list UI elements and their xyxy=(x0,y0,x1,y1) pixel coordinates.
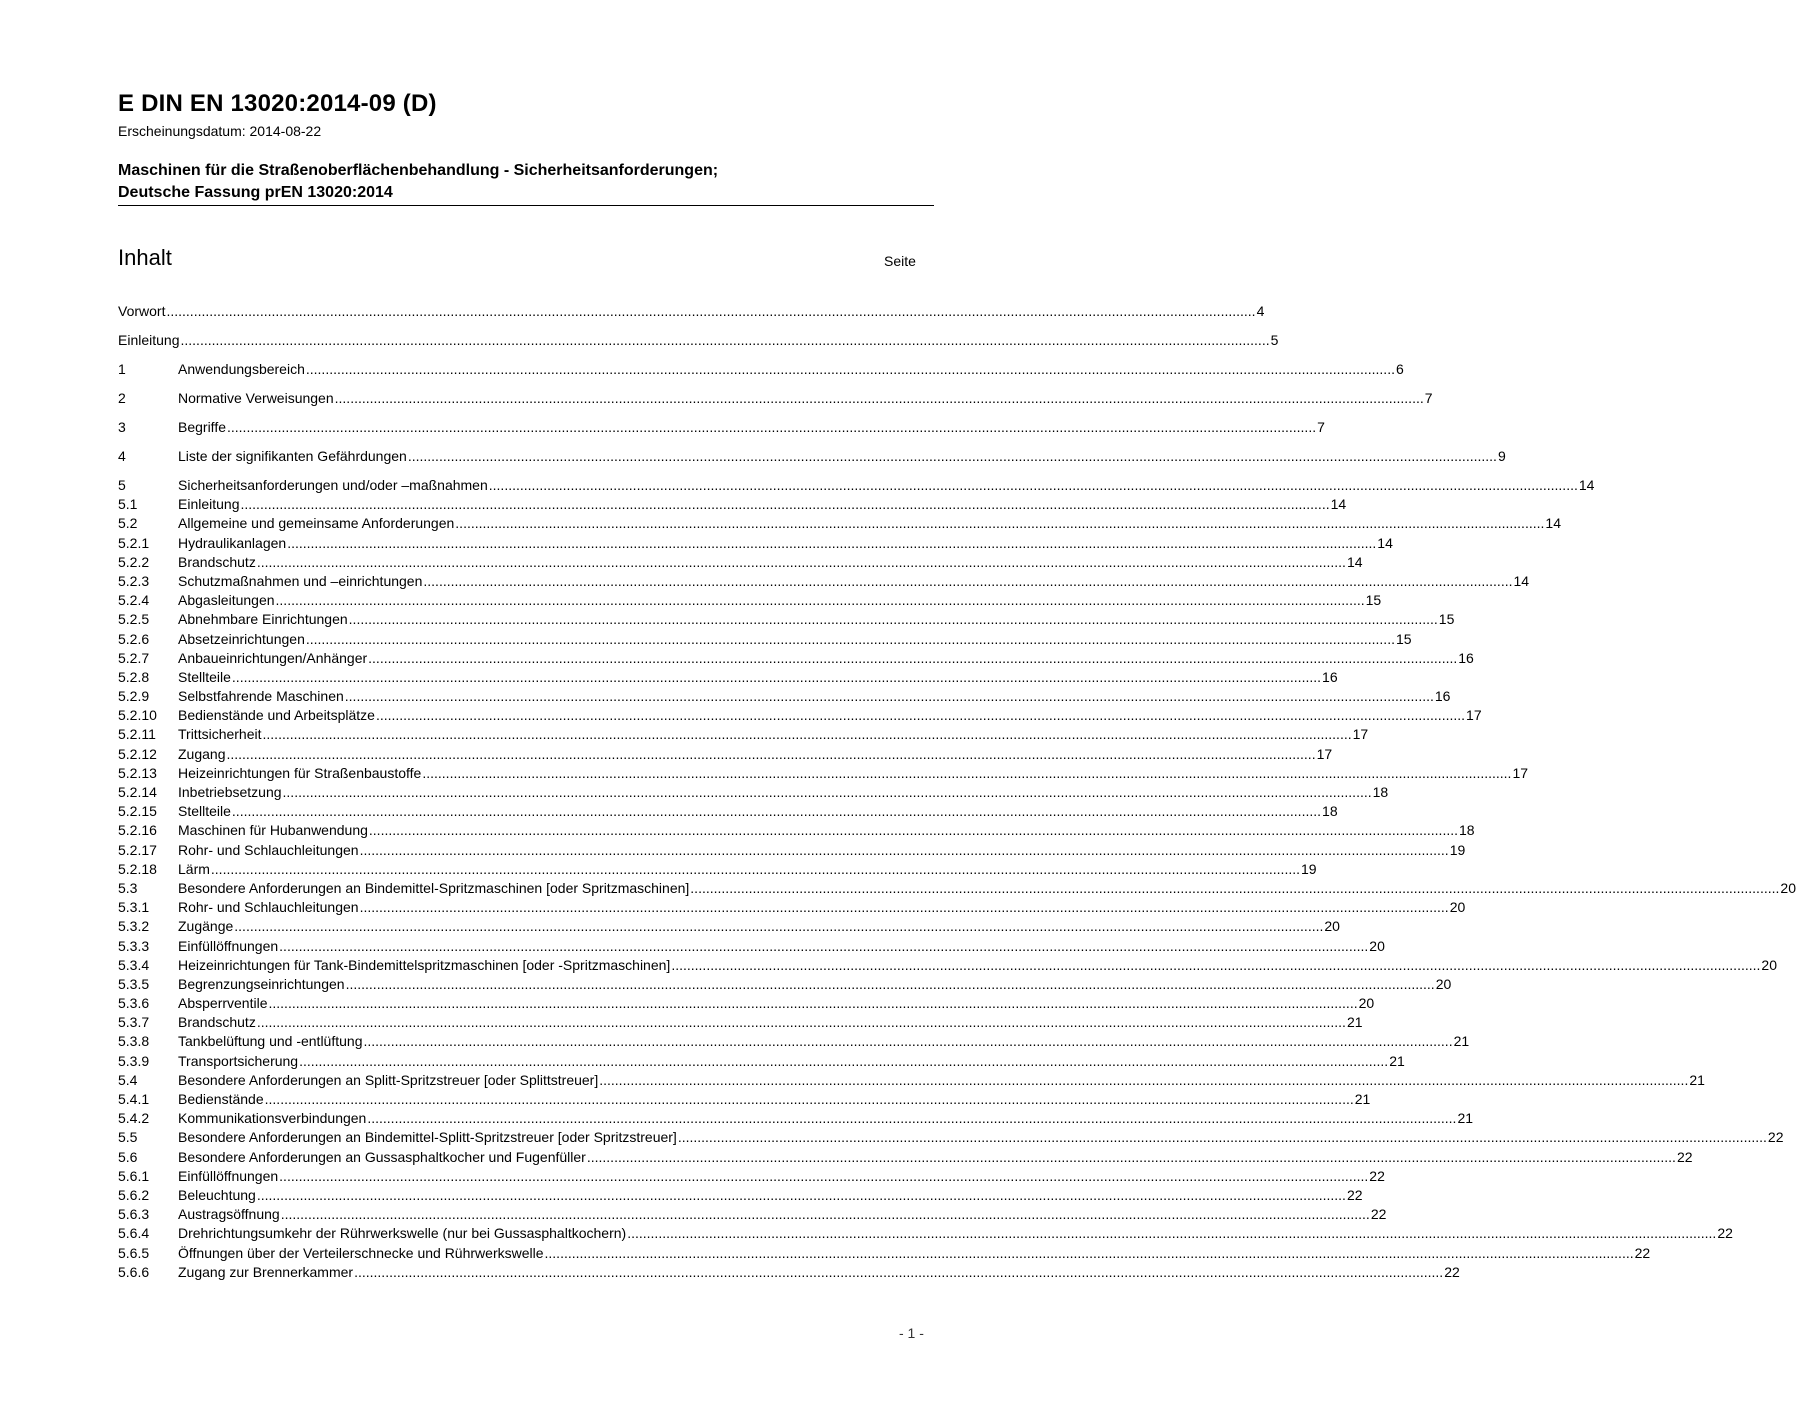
toc-entry-title: Allgemeine und gemeinsame Anforderungen xyxy=(178,515,455,532)
toc-entry-title: Selbstfahrende Maschinen xyxy=(178,688,344,705)
toc-entry-page: 16 xyxy=(1434,688,1451,705)
toc-entry-page: 21 xyxy=(1689,1071,1705,1088)
toc-entry-number: 5.2.16 xyxy=(118,822,157,839)
toc-entry-number: 3 xyxy=(118,419,126,435)
toc-dot-leader xyxy=(368,649,1457,668)
toc-dot-leader xyxy=(545,1244,1634,1263)
toc-entry-number: 5.3.7 xyxy=(118,1014,150,1031)
toc-entry-number: 5.2.6 xyxy=(118,630,150,647)
toc-entry-page: 14 xyxy=(1346,553,1363,570)
toc-entry-page: 19 xyxy=(1301,860,1317,877)
toc-entry-title: Sicherheitsanforderungen und/oder –maßnahmen xyxy=(178,477,488,493)
toc-entry-number: 5.2.10 xyxy=(118,707,157,724)
toc-entry-number: 5.3 xyxy=(118,879,138,896)
toc-entry-title: Öffnungen über der Verteilerschnecke und Rührwerkswelle xyxy=(178,1244,544,1261)
toc-entry-title: Inbetriebsetzung xyxy=(178,784,282,800)
toc-entry-page: 15 xyxy=(1438,611,1455,628)
toc-entry-title: Einfüllöffnungen xyxy=(178,937,279,954)
toc-entry-number: 1 xyxy=(118,361,126,377)
toc-entry[interactable] xyxy=(118,331,1279,360)
toc-entry-title: Schutzmaßnahmen und –einrichtungen xyxy=(178,572,423,589)
toc-entry[interactable] xyxy=(118,725,1369,744)
toc-entry-title: Zugang xyxy=(178,745,226,762)
toc-entry-title: Absperrventile xyxy=(178,995,268,1012)
toc-dot-leader xyxy=(166,302,1255,321)
toc-entry-title: Kommunikationsverbindungen xyxy=(178,1110,367,1127)
toc-entry[interactable] xyxy=(118,802,1338,821)
toc-entry[interactable] xyxy=(118,418,1325,447)
toc-dot-leader xyxy=(265,1090,1354,1109)
toc-entry-page: 20 xyxy=(1780,879,1796,896)
toc-entry-number: 5.6.2 xyxy=(118,1186,150,1203)
toc-entry[interactable] xyxy=(118,1244,1651,1263)
toc-entry-page: 18 xyxy=(1459,822,1475,839)
document-title-line-1: Maschinen für die Straßenoberflächenbehandlung - Sicherheitsanforderungen; xyxy=(118,162,719,179)
toc-dot-leader xyxy=(346,975,1435,994)
toc-entry-page: 22 xyxy=(1444,1263,1460,1280)
toc-dot-leader xyxy=(232,668,1321,687)
toc-entry-number: 5.3.8 xyxy=(118,1033,150,1050)
toc-entry-number: 5.2.18 xyxy=(118,860,157,877)
toc-entry[interactable] xyxy=(118,495,1347,514)
toc-entry[interactable] xyxy=(118,1032,1470,1051)
toc-entry-number: 5.2.4 xyxy=(118,592,150,609)
toc-dot-leader xyxy=(367,1109,1456,1128)
toc-entry-number: 5.3.3 xyxy=(118,937,150,954)
toc-dot-leader xyxy=(678,1128,1767,1147)
toc-entry-title: Begriffe xyxy=(178,419,226,435)
toc-entry-page: 14 xyxy=(1330,496,1347,513)
toc-dot-leader xyxy=(281,1205,1370,1224)
toc-entry-title: Brandschutz xyxy=(178,1014,256,1031)
toc-entry-title: Abnehmbare Einrichtungen xyxy=(178,611,348,628)
toc-entry-title: Heizeinrichtungen für Straßenbaustoffe xyxy=(178,764,422,781)
toc-entry-title: Besondere Anforderungen an Bindemittel-Spritzmaschinen [oder Spritzmaschinen] xyxy=(178,879,690,896)
toc-entry-number: 5.2.3 xyxy=(118,572,150,589)
toc-entry[interactable] xyxy=(118,534,1393,553)
toc-entry-page: 22 xyxy=(1369,1167,1385,1184)
toc-entry-title: Tankbelüftung und -entlüftung xyxy=(178,1033,363,1050)
toc-entry[interactable] xyxy=(118,1148,1693,1167)
toc-entry-page: 14 xyxy=(1578,477,1595,493)
toc-entry-page: 14 xyxy=(1377,534,1393,551)
toc-entry[interactable] xyxy=(118,389,1433,418)
toc-entry-page: 21 xyxy=(1389,1052,1405,1069)
toc-entry-number: 5.2.7 xyxy=(118,649,150,666)
toc-dot-leader xyxy=(671,956,1760,975)
toc-entry-title: Einleitung xyxy=(178,496,240,513)
toc-entry-page: 15 xyxy=(1365,592,1382,609)
toc-dot-leader xyxy=(587,1148,1676,1167)
toc-entry[interactable] xyxy=(118,1052,1405,1071)
toc-entry-title: Liste der signifikanten Gefährdungen xyxy=(178,448,407,464)
toc-entry-title: Brandschutz xyxy=(178,553,256,570)
toc-entry-number: 5.2.14 xyxy=(118,784,157,800)
toc-entry-number: 5.2.11 xyxy=(118,726,156,743)
toc-dot-leader xyxy=(257,553,1346,572)
toc-entry-page: 20 xyxy=(1369,937,1385,954)
toc-entry-number: 5 xyxy=(118,477,126,493)
toc-entry-page: 22 xyxy=(1717,1225,1733,1242)
toc-entry-title: Stellteile xyxy=(178,803,231,820)
toc-entry-page: 22 xyxy=(1634,1244,1651,1261)
toc-dot-leader xyxy=(345,687,1434,706)
toc-entry-page: 22 xyxy=(1346,1186,1363,1203)
document-id: E DIN EN 13020:2014-09 (D) xyxy=(118,90,437,117)
toc-dot-leader xyxy=(455,514,1544,533)
toc-entry-page: 17 xyxy=(1352,726,1369,743)
toc-entry-page: 20 xyxy=(1449,899,1466,916)
toc-dot-leader xyxy=(360,898,1449,917)
toc-entry-number: 5.2.13 xyxy=(118,764,157,781)
toc-entry[interactable] xyxy=(118,994,1375,1013)
toc-entry-title: Rohr- und Schlauchleitungen xyxy=(178,841,359,858)
toc-entry-page: 19 xyxy=(1449,841,1466,858)
toc-entry[interactable] xyxy=(118,514,1561,533)
toc-entry-number: 5.1 xyxy=(118,496,138,513)
toc-entry-number: 5.2.8 xyxy=(118,668,150,685)
toc-entry-number: 5.3.4 xyxy=(118,956,150,973)
toc-entry[interactable] xyxy=(118,687,1451,706)
toc-dot-leader xyxy=(287,534,1376,553)
toc-entry-title: Austragsöffnung xyxy=(178,1206,280,1223)
toc-entry-page: 7 xyxy=(1317,419,1325,435)
toc-dot-leader xyxy=(423,572,1512,591)
toc-dot-leader xyxy=(283,783,1372,802)
toc-entry-page: 20 xyxy=(1358,995,1375,1012)
toc-entry-title: Anbaueinrichtungen/Anhänger xyxy=(178,649,368,666)
toc-entry[interactable] xyxy=(118,917,1340,936)
toc-dot-leader xyxy=(354,1263,1443,1282)
toc-entry[interactable] xyxy=(118,937,1385,956)
toc-entry-page: 22 xyxy=(1676,1148,1693,1165)
toc-page-column-label: Seite xyxy=(884,253,916,269)
toc-dot-leader xyxy=(279,937,1368,956)
toc-entry[interactable] xyxy=(118,956,1777,975)
toc-entry-title: Heizeinrichtungen für Tank-Bindemittelspritzmaschinen [oder -Spritzmaschinen] xyxy=(178,956,671,973)
toc-entry-page: 14 xyxy=(1545,515,1561,532)
toc-entry[interactable] xyxy=(118,668,1338,687)
toc-entry-page: 16 xyxy=(1458,649,1474,666)
toc-entry-number: 5.6 xyxy=(118,1148,138,1165)
toc-dot-leader xyxy=(376,706,1465,725)
toc-dot-leader xyxy=(306,630,1395,649)
toc-entry-number: 5.2 xyxy=(118,515,138,532)
toc-entry-page: 5 xyxy=(1270,332,1279,348)
toc-entry[interactable] xyxy=(118,1128,1784,1147)
toc-entry-number: 5.2.2 xyxy=(118,553,150,570)
toc-dot-leader xyxy=(269,994,1358,1013)
toc-entry-page: 16 xyxy=(1322,668,1338,685)
toc-entry-title: Drehrichtungsumkehr der Rührwerkswelle (nur bei Gussasphaltkochern) xyxy=(178,1225,627,1242)
toc-entry-title: Anwendungsbereich xyxy=(178,361,305,377)
toc-dot-leader xyxy=(422,764,1511,783)
toc-dot-leader xyxy=(599,1071,1688,1090)
toc-entry-page: 21 xyxy=(1457,1110,1474,1127)
toc-entry-title: Besondere Anforderungen an Splitt-Spritzstreuer [oder Splittstreuer] xyxy=(178,1071,599,1088)
toc-entry[interactable] xyxy=(118,706,1482,725)
toc-entry[interactable] xyxy=(118,841,1466,860)
toc-entry-page: 18 xyxy=(1372,784,1389,800)
toc-entry[interactable] xyxy=(118,360,1404,389)
toc-entry[interactable] xyxy=(118,1186,1363,1205)
toc-entry-page: 15 xyxy=(1395,630,1412,647)
toc-entry-page: 17 xyxy=(1466,707,1482,724)
toc-entry[interactable] xyxy=(118,447,1506,476)
toc-entry[interactable] xyxy=(118,898,1466,917)
toc-entry[interactable] xyxy=(118,1224,1733,1243)
toc-entry-number: 5.6.3 xyxy=(118,1206,150,1223)
toc-dot-leader xyxy=(690,879,1779,898)
toc-entry-page: 22 xyxy=(1370,1206,1387,1223)
toc-entry-page: 7 xyxy=(1424,390,1433,406)
toc-dot-leader xyxy=(279,1167,1368,1186)
toc-dot-leader xyxy=(276,591,1365,610)
toc-entry-title: Hydraulikanlagen xyxy=(178,534,287,551)
toc-entry-number: 5.6.6 xyxy=(118,1263,150,1280)
toc-dot-leader xyxy=(241,495,1330,514)
toc-entry[interactable] xyxy=(118,1109,1474,1128)
toc-dot-leader xyxy=(232,802,1321,821)
toc-entry[interactable] xyxy=(118,1167,1385,1186)
toc-dot-leader xyxy=(349,610,1438,629)
toc-entry-number: 5.2.12 xyxy=(118,745,157,762)
toc-entry-title: Trittsicherheit xyxy=(178,726,262,743)
toc-entry-number: 5.3.6 xyxy=(118,995,150,1012)
toc-entry-title: Einleitung xyxy=(118,332,180,348)
toc-entry-number: 5.3.1 xyxy=(118,899,150,916)
toc-entry-page: 4 xyxy=(1256,303,1265,319)
toc-entry[interactable] xyxy=(118,1205,1387,1224)
toc-entry-number: 5.2.9 xyxy=(118,688,150,705)
toc-entry[interactable] xyxy=(118,572,1530,591)
toc-entry-title: Zugänge xyxy=(178,918,234,935)
toc-entry-title: Stellteile xyxy=(178,668,231,685)
toc-entry-number: 5.2.15 xyxy=(118,803,157,820)
toc-entry-title: Bedienstände und Arbeitsplätze xyxy=(178,707,375,724)
toc-entry[interactable] xyxy=(118,975,1452,994)
toc-dot-leader xyxy=(257,1186,1346,1205)
toc-entry-page: 22 xyxy=(1767,1129,1784,1146)
toc-entry[interactable] xyxy=(118,879,1796,898)
toc-heading: Inhalt xyxy=(118,245,172,270)
toc-entry-title: Vorwort xyxy=(118,303,166,319)
toc-entry-number: 5.4.2 xyxy=(118,1110,150,1127)
toc-entry-page: 20 xyxy=(1435,975,1452,992)
toc-entry-number: 5.6.4 xyxy=(118,1225,150,1242)
toc-entry-title: Normative Verweisungen xyxy=(178,390,334,406)
toc-entry-page: 21 xyxy=(1354,1091,1371,1107)
toc-entry[interactable] xyxy=(118,302,1265,331)
toc-dot-leader xyxy=(306,360,1395,379)
toc-entry-number: 5.4 xyxy=(118,1071,138,1088)
toc-entry-page: 9 xyxy=(1497,448,1506,464)
toc-entry[interactable] xyxy=(118,1263,1460,1282)
toc-entry[interactable] xyxy=(118,783,1389,802)
toc-dot-leader xyxy=(408,447,1497,466)
toc-dot-leader xyxy=(363,1032,1452,1051)
toc-entry-title: Einfüllöffnungen xyxy=(178,1167,279,1184)
toc-entry-title: Transportsicherung xyxy=(178,1052,299,1069)
toc-entry-number: 5.3.5 xyxy=(118,975,150,992)
toc-entry-number: 5.6.1 xyxy=(118,1167,150,1184)
toc-entry[interactable] xyxy=(118,649,1474,668)
toc-entry[interactable] xyxy=(118,745,1333,764)
toc-entry-title: Begrenzungseinrichtungen xyxy=(178,975,345,992)
toc-dot-leader xyxy=(299,1052,1388,1071)
toc-entry[interactable] xyxy=(118,1071,1705,1090)
toc-dot-leader xyxy=(627,1224,1716,1243)
toc-entry[interactable] xyxy=(118,821,1475,840)
toc-entry-number: 5.6.5 xyxy=(118,1244,150,1261)
toc-entry-page: 6 xyxy=(1395,361,1404,377)
toc-entry-page: 21 xyxy=(1453,1033,1470,1050)
toc-entry-title: Besondere Anforderungen an Bindemittel-Splitt-Spritzstreuer [oder Spritzstreuer] xyxy=(178,1129,677,1146)
publication-date: Erscheinungsdatum: 2014-08-22 xyxy=(118,123,322,139)
toc-entry-number: 5.3.9 xyxy=(118,1052,150,1069)
toc-entry-title: Maschinen für Hubanwendung xyxy=(178,822,368,839)
toc-entry[interactable] xyxy=(118,1090,1371,1109)
toc-dot-leader xyxy=(226,745,1315,764)
document-title xyxy=(118,160,938,204)
toc-entry-page: 17 xyxy=(1512,764,1529,781)
toc-dot-leader xyxy=(335,389,1424,408)
toc-entry-number: 5.2.5 xyxy=(118,611,150,628)
toc-entry[interactable] xyxy=(118,630,1412,649)
toc-entry-number: 5.2.1 xyxy=(118,534,150,551)
toc-dot-leader xyxy=(489,476,1578,495)
toc-dot-leader xyxy=(263,725,1352,744)
toc-entry-title: Absetzeinrichtungen xyxy=(178,630,305,647)
toc-entry-number: 5.2.17 xyxy=(118,841,157,858)
toc-dot-leader xyxy=(360,841,1449,860)
toc-entry-title: Lärm xyxy=(178,860,210,877)
toc-entry-page: 20 xyxy=(1761,956,1777,973)
toc-entry-number: 2 xyxy=(118,390,126,406)
toc-entry[interactable] xyxy=(118,476,1595,495)
toc-entry-page: 18 xyxy=(1322,803,1338,820)
toc-entry-title: Rohr- und Schlauchleitungen xyxy=(178,899,359,916)
toc-entry-number: 4 xyxy=(118,448,126,464)
toc-dot-leader xyxy=(369,821,1458,840)
toc-entry-page: 21 xyxy=(1346,1014,1363,1031)
toc-entry-title: Zugang zur Brennerkammer xyxy=(178,1263,354,1280)
toc-entry[interactable] xyxy=(118,610,1455,629)
toc-entry-page: 20 xyxy=(1324,918,1340,935)
table-of-contents xyxy=(118,302,1796,1282)
toc-dot-leader xyxy=(181,331,1270,350)
toc-entry-title: Besondere Anforderungen an Gussasphaltkocher und Fugenfüller xyxy=(178,1148,586,1165)
toc-dot-leader xyxy=(211,860,1300,879)
toc-entry[interactable] xyxy=(118,764,1529,783)
title-divider xyxy=(118,205,934,206)
toc-entry[interactable] xyxy=(118,591,1382,610)
toc-entry[interactable] xyxy=(118,1013,1363,1032)
toc-entry-title: Beleuchtung xyxy=(178,1186,256,1203)
toc-entry-number: 5.3.2 xyxy=(118,918,150,935)
toc-dot-leader xyxy=(234,917,1323,936)
toc-entry-title: Abgasleitungen xyxy=(178,592,275,609)
toc-entry-number: 5.5 xyxy=(118,1129,138,1146)
document-title-line-2: Deutsche Fassung prEN 13020:2014 xyxy=(118,184,393,201)
toc-entry-title: Bedienstände xyxy=(178,1091,264,1107)
toc-entry-page: 14 xyxy=(1513,572,1530,589)
page-number: - 1 - xyxy=(899,1325,924,1341)
toc-entry-number: 5.4.1 xyxy=(118,1091,150,1107)
toc-entry[interactable] xyxy=(118,553,1363,572)
toc-dot-leader xyxy=(257,1013,1346,1032)
toc-entry[interactable] xyxy=(118,860,1317,879)
toc-entry-page: 17 xyxy=(1316,745,1333,762)
toc-dot-leader xyxy=(227,418,1316,437)
